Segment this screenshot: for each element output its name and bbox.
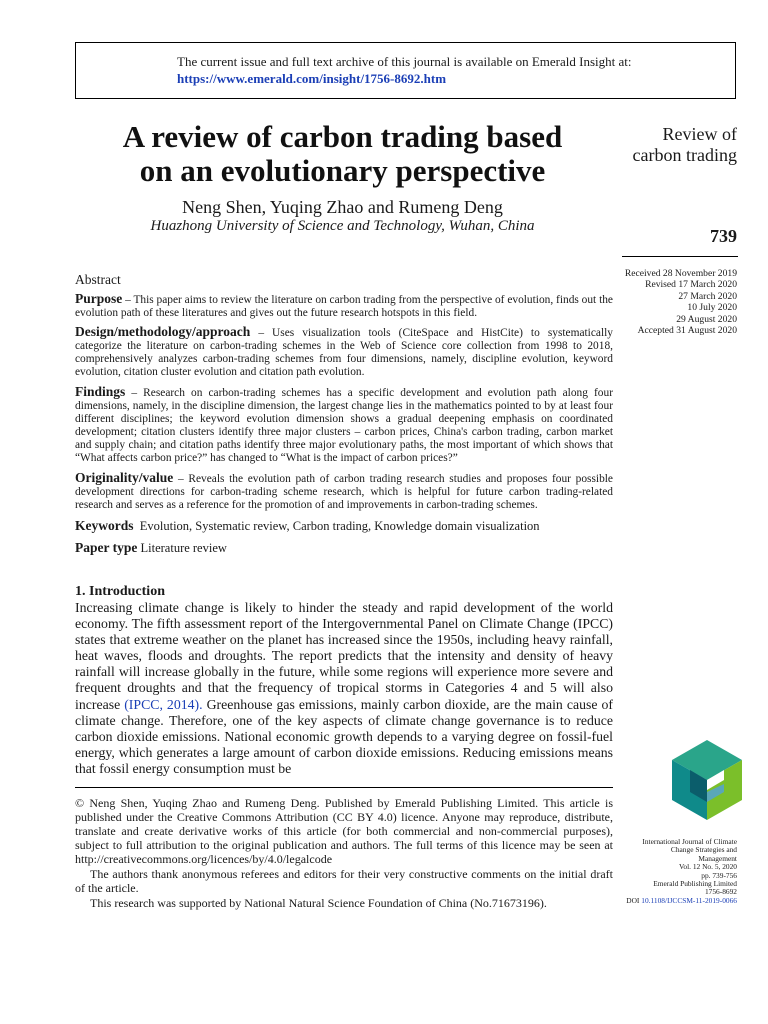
date-revised-4: 29 August 2020 xyxy=(676,313,737,325)
title-line-2: on an evolutionary perspective xyxy=(139,153,546,188)
abstract-originality xyxy=(75,471,613,512)
date-received: Received 28 November 2019 xyxy=(624,268,737,279)
page-number: 739 xyxy=(710,226,737,246)
journal-publisher: Emerald Publishing Limited xyxy=(653,879,737,889)
abstract-design xyxy=(75,325,613,379)
paper-type xyxy=(75,541,613,555)
date-revised-3: 10 July 2020 xyxy=(687,302,737,314)
paper-type-text: Literature review xyxy=(140,541,227,555)
date-revised-1: Revised 17 March 2020 xyxy=(645,279,737,291)
originality-label: Originality/value xyxy=(75,470,174,485)
journal-name-1: International Journal of Climate xyxy=(642,837,737,846)
abstract-purpose xyxy=(75,292,613,320)
emerald-logo xyxy=(672,740,742,820)
keywords-label: Keywords xyxy=(75,518,134,533)
design-label: Design/methodology/approach xyxy=(75,324,251,339)
footnote-divider xyxy=(75,787,613,788)
title-line-1: A review of carbon trading based xyxy=(122,119,563,154)
journal-volume: Vol. 12 No. 5, 2020 xyxy=(679,862,737,872)
submission-dates xyxy=(612,268,737,336)
paper-type-label: Paper type xyxy=(75,540,138,555)
keywords xyxy=(75,519,613,533)
findings-label: Findings xyxy=(75,384,126,399)
doi-label: DOI xyxy=(626,895,640,905)
author-list: Neng Shen, Yuqing Zhao and Rumeng Deng xyxy=(182,197,503,217)
journal-doi xyxy=(612,897,737,905)
article-title xyxy=(70,120,615,188)
originality-text: – Reveals the evolution path of carbon trading research studies and proposes four possible development directions for carbon-trading scheme research, which is helpful for future carbon trading-related research and serves as a reference for the promotion of and improvements in carbon-trading schemes. xyxy=(75,473,613,511)
banner-url-link[interactable]: https://www.emerald.com/insight/1756-8692.htm xyxy=(177,71,447,86)
abstract-heading: Abstract xyxy=(75,272,121,287)
findings-text: – Research on carbon-trading schemes has a specific development and evolution path along four dimensions, namely, in the discipline dimension, the largest change lies in the mathematics pointed to by at least four different disciplines; the keyword evolution dimension shows a gradual deepening emphasis on coordinated development; citation clusters identify three major clusters – carbon prices, China's carbon trading, carbon market and supply chain; and citation paths identify three major evolutionary paths, the most important of which shows that “What affects carbon price?” has changed to “What is the impact of carbon prices?” xyxy=(75,387,613,464)
introduction-paragraph xyxy=(75,600,613,777)
keywords-text: Evolution, Systematic review, Carbon trading, Knowledge domain visualization xyxy=(139,519,540,533)
date-accepted: Accepted 31 August 2020 xyxy=(637,325,737,337)
license-footnote: © Neng Shen, Yuqing Zhao and Rumeng Deng. Published by Emerald Publishing Limited. This article is published under the Creative Commons Attribution (CC BY 4.0) licence. Anyone may reproduce, distribute, translate and create derivative works of this article (for both commercial and non-commercial purposes), subject to full attribution to the original publication and authors. The full terms of this licence may be seen at http://creativecommons.org/licences/by/4.0/legalcode xyxy=(75,796,613,867)
running-head-line-1: Review of xyxy=(662,124,737,144)
intro-text-2: Greenhouse gas emissions, mainly carbon dioxide, are the main cause of climate change. Therefore, one of the key aspects of climate change governance is to reduce carbon dioxide emissions. National economic growth depends to a varying degree on fossil-fuel energy, which generates a large amount of carbon dioxide emissions. Reducing emissions means that fossil energy consumption must be xyxy=(75,696,613,776)
journal-pages: pp. 739-756 xyxy=(701,870,737,880)
banner-text: The current issue and full text archive of this journal is available on Emerald Insight at: xyxy=(177,54,632,69)
date-revised-2: 27 March 2020 xyxy=(678,290,737,302)
design-text: – Uses visualization tools (CiteSpace and HistCite) to systematically categorize the literature on carbon-trading schemes in the Web of Science core collection from 1998 to 2018, comprehensively analyzes carbon-trading schemes from four dimensions, namely, discipline evolution, keyword evolution, citation cluster evolution and citation path evolution. xyxy=(75,327,613,378)
citation-link[interactable]: (IPCC, 2014). xyxy=(124,696,203,712)
journal-issn: 1756-8692 xyxy=(704,887,737,897)
purpose-text: – This paper aims to review the literature on carbon trading from the perspective of evolution, finds out the evolution path of these literatures and gives out the future research hotspots in this field. xyxy=(75,294,613,319)
abstract-findings xyxy=(75,385,613,465)
emerald-logo-graphic xyxy=(672,740,742,820)
purpose-label: Purpose xyxy=(75,291,123,306)
running-head xyxy=(612,124,737,166)
journal-access-banner xyxy=(75,42,736,99)
running-head-line-2: carbon trading xyxy=(632,145,737,165)
margin-divider xyxy=(622,256,738,257)
affiliation: Huazhong University of Science and Technology, Wuhan, China xyxy=(150,218,535,234)
acknowledgement-footnote: The authors thank anonymous referees and editors for their very constructive comments on the initial draft of the article. xyxy=(75,867,613,896)
doi-link[interactable]: 10.1108/IJCCSM-11-2019-0066 xyxy=(641,895,737,905)
journal-info xyxy=(612,838,737,905)
journal-name-3: Management xyxy=(698,853,737,863)
intro-text-1: Increasing climate change is likely to hinder the steady and rapid development of the world economy. The fifth assessment report of the Intergovernmental Panel on Climate Change (IPCC) states that extreme weather on the planet has increased since the 1950s, including heavy rainfall, heat waves, floods and droughts. The report predicts that the intensity and density of heavy rainfall will increase globally in the future, while some regions will experience more severe and frequent droughts and that the frequency of tropical storms in Categories 4 and 5 will also increase xyxy=(75,600,613,712)
section-heading-introduction: 1. Introduction xyxy=(75,584,165,599)
funding-footnote: This research was supported by National Natural Science Foundation of China (No.71673196). xyxy=(90,896,547,910)
journal-name-2: Change Strategies and xyxy=(670,845,737,855)
